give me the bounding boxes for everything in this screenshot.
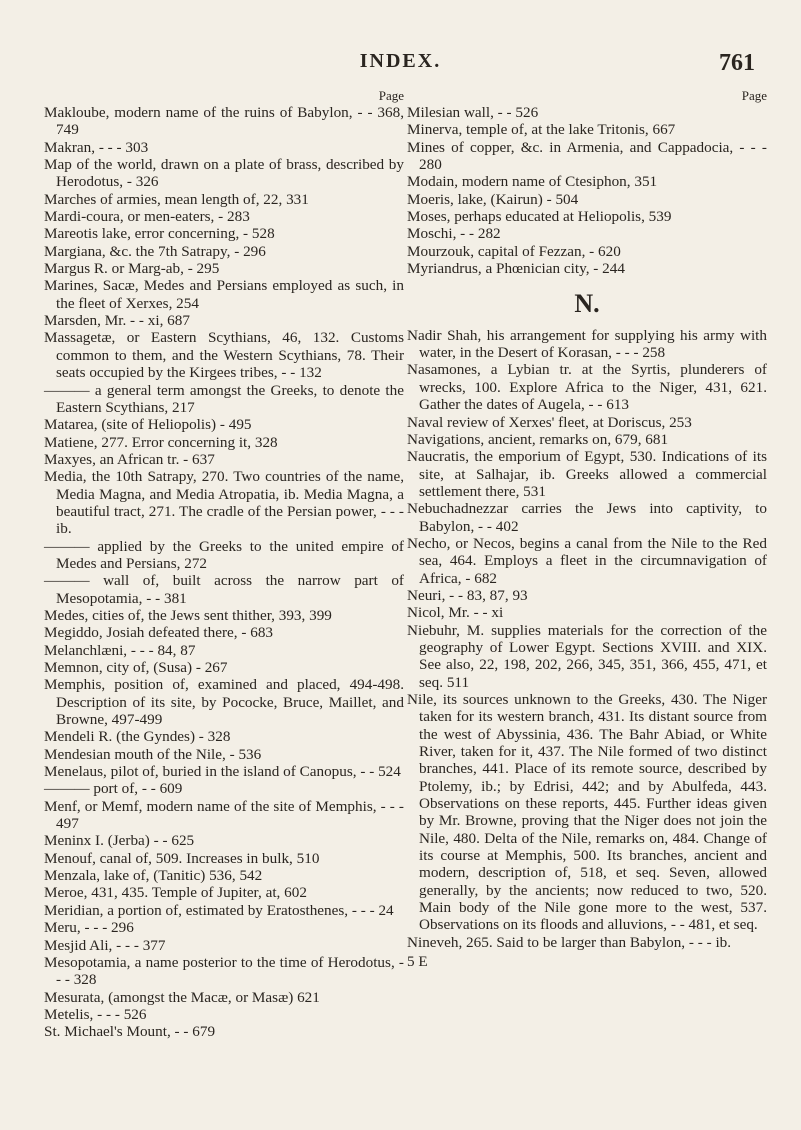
- index-entry: Menouf, canal of, 509. Increases in bulk, 510: [44, 849, 320, 867]
- index-entry: Mesjid Ali, - - - 377: [44, 936, 166, 954]
- index-entry: ——— wall of, built across the narrow part of Mesopotamia, - - 381: [44, 572, 404, 607]
- index-entry: Marsden, Mr. - - xi, 687: [44, 312, 190, 330]
- index-entry: Maxyes, an African tr. - 637: [44, 450, 215, 468]
- index-entry: Megiddo, Josiah defeated there, - 683: [44, 624, 274, 642]
- index-entry: ——— port of, - - 609: [44, 780, 183, 798]
- index-entry: Mesurata, (amongst the Macæ, or Masæ) 621: [44, 988, 320, 1006]
- index-entry: Media, the 10th Satrapy, 270. Two countries of the name, Media Magna, and Media Atropatia, ib. Media Magna, a beautiful tract, 271. The cradle of the Persian power, - - - ib.: [44, 468, 404, 538]
- index-entry: Modain, modern name of Ctesiphon, 351: [407, 173, 658, 191]
- right-entries-n: [407, 327, 767, 951]
- index-entry: Mourzouk, capital of Fezzan, - 620: [407, 242, 621, 260]
- index-entry: Margus R. or Marg-ab, - 295: [44, 260, 220, 278]
- index-entry: Nicol, Mr. - - xi: [407, 604, 504, 622]
- index-entry: Moschi, - - 282: [407, 225, 501, 243]
- index-entry: Neuri, - - 83, 87, 93: [407, 586, 528, 604]
- index-entry: Myriandrus, a Phœnician city, - 244: [407, 260, 625, 278]
- page-number: 761: [719, 50, 755, 76]
- signature-mark: 5 E: [407, 953, 428, 971]
- index-title: INDEX.: [359, 50, 442, 72]
- index-entry: Milesian wall, - - 526: [407, 104, 539, 121]
- right-column: [407, 88, 767, 971]
- index-entry: Niebuhr, M. supplies materials for the correction of the geography of Lower Egypt. Sections XVIII. and XIX. See also, 22, 198, 202, 266, 345, 351, 366, 455, 471, et seq. 511: [407, 621, 767, 691]
- index-entry: Map of the world, drawn on a plate of brass, described by Herodotus, - 326: [44, 156, 404, 191]
- index-entry: Memphis, position of, examined and placed, 494-498. Description of its site, by Pococke, Bruce, Maillet, and Browne, 497-499: [44, 676, 404, 729]
- index-entry: Memnon, city of, (Susa) - 267: [44, 659, 228, 676]
- index-entry: Medes, cities of, the Jews sent thither, 393, 399: [44, 606, 332, 624]
- right-entries-m: [407, 104, 767, 277]
- index-entry: Nadir Shah, his arrangement for supplying his army with water, in the Desert of Korasan, - - - 258: [407, 326, 767, 362]
- index-entry: Marines, Sacæ, Medes and Persians employed as such, in the fleet of Xerxes, 254: [44, 277, 404, 312]
- index-entry: Melanchlæni, - - - 84, 87: [44, 641, 196, 659]
- index-entry: Menelaus, pilot of, buried in the island of Canopus, - - 524: [44, 763, 401, 781]
- index-entry: Menf, or Memf, modern name of the site of Memphis, - - - 497: [44, 797, 404, 833]
- index-entry: Navigations, ancient, remarks on, 679, 681: [407, 430, 669, 448]
- index-entry: Minerva, temple of, at the lake Tritonis, 667: [407, 121, 676, 139]
- page-label: Page: [378, 88, 404, 103]
- index-entry: Mendesian mouth of the Nile, - 536: [44, 745, 262, 763]
- section-letter: N.: [574, 289, 600, 319]
- index-entry: Mines of copper, &c. in Armenia, and Cappadocia, - - - 280: [407, 138, 767, 174]
- index-entry: Meridian, a portion of, estimated by Eratosthenes, - - - 24: [44, 901, 394, 919]
- index-entry: Massagetæ, or Eastern Scythians, 46, 132. Customs common to them, and the Western Scythians, 78. Their seats occupied by the Kirgees tribes, - - 132: [44, 329, 404, 382]
- index-entry: Mardi-coura, or men-eaters, - 283: [44, 208, 250, 226]
- index-entry: Makloube, modern name of the ruins of Babylon, - - 368, 749: [44, 104, 404, 139]
- index-entry: Nasamones, a Lybian tr. at the Syrtis, plunderers of wrecks, 100. Explore Africa to the Niger, 431, 621. Gather the dates of Augela, - - 613: [407, 361, 767, 414]
- index-entry: Mesopotamia, a name posterior to the time of Herodotus, - - - 328: [44, 953, 404, 989]
- index-entry: Necho, or Necos, begins a canal from the Nile to the Red sea, 464. Employs a fleet in the circumnavigation of Africa, - 682: [407, 534, 767, 587]
- index-entry: St. Michael's Mount, - - 679: [44, 1023, 216, 1041]
- index-entry: Meninx I. (Jerba) - - 625: [44, 832, 195, 850]
- index-entry: Mendeli R. (the Gyndes) - 328: [44, 728, 231, 746]
- index-entry: Naucratis, the emporium of Egypt, 530. Indications of its site, at Salhajar, ib. Greeks allowed a commercial settlement there, 531: [407, 448, 767, 500]
- left-entries: [44, 104, 404, 1041]
- index-entry: Naval review of Xerxes' fleet, at Doriscus, 253: [407, 413, 692, 431]
- page-header: [0, 50, 801, 90]
- index-entry: Meroe, 431, 435. Temple of Jupiter, at, 602: [44, 884, 307, 902]
- index-entry: ——— a general term amongst the Greeks, to denote the Eastern Scythians, 217: [44, 381, 404, 416]
- index-entry: Makran, - - - 303: [44, 138, 149, 156]
- index-entry: Nebuchadnezzar carries the Jews into captivity, to Babylon, - - 402: [407, 500, 767, 535]
- left-column: [44, 88, 404, 1041]
- index-entry: Nineveh, 265. Said to be larger than Babylon, - - - ib.: [407, 933, 732, 951]
- index-entry: Matiene, 277. Error concerning it, 328: [44, 433, 278, 451]
- index-entry: Moeris, lake, (Kairun) - 504: [407, 190, 579, 208]
- index-entry: Mareotis lake, error concerning, - 528: [44, 225, 275, 243]
- index-entry: Meru, - - - 296: [44, 919, 134, 937]
- index-entry: ——— applied by the Greeks to the united empire of Medes and Persians, 272: [44, 537, 404, 572]
- index-entry: Menzala, lake of, (Tanitic) 536, 542: [44, 867, 263, 885]
- index-entry: Moses, perhaps educated at Heliopolis, 539: [407, 208, 672, 226]
- index-entry: Matarea, (site of Heliopolis) - 495: [44, 416, 252, 434]
- index-entry: Metelis, - - - 526: [44, 1005, 147, 1023]
- index-entry: Nile, its sources unknown to the Greeks, 430. The Niger taken for its western branch, 431. Its distant source from the west of Abyssinia, 436. The Bahr Abiad, or White River, taken for it, 437. The Nile formed of two distinct branches, 441. Place of its remote source, described by Ptolemy, ib.; by Edrisi, 442; and by Abulfeda, 443. Observations on these reports, 445. Further ideas given by Mr. Browne, proving that the Niger does not join the Nile, 480. Delta of the Nile, remarks on, 484. Change of its course at Memphis, 500. Its branches, ancient and modern, description of, 518, et seq. Seven, allowed generally, by the ancients; now reduced to two, 520. Main body of the Nile gone more to the west, 537. Observations on its floods and alluvions, - - 481, et seq.: [407, 691, 767, 934]
- index-entry: Marches of armies, mean length of, 22, 331: [44, 190, 309, 208]
- page-label: Page: [741, 88, 767, 103]
- index-entry: Margiana, &c. the 7th Satrapy, - 296: [44, 242, 266, 260]
